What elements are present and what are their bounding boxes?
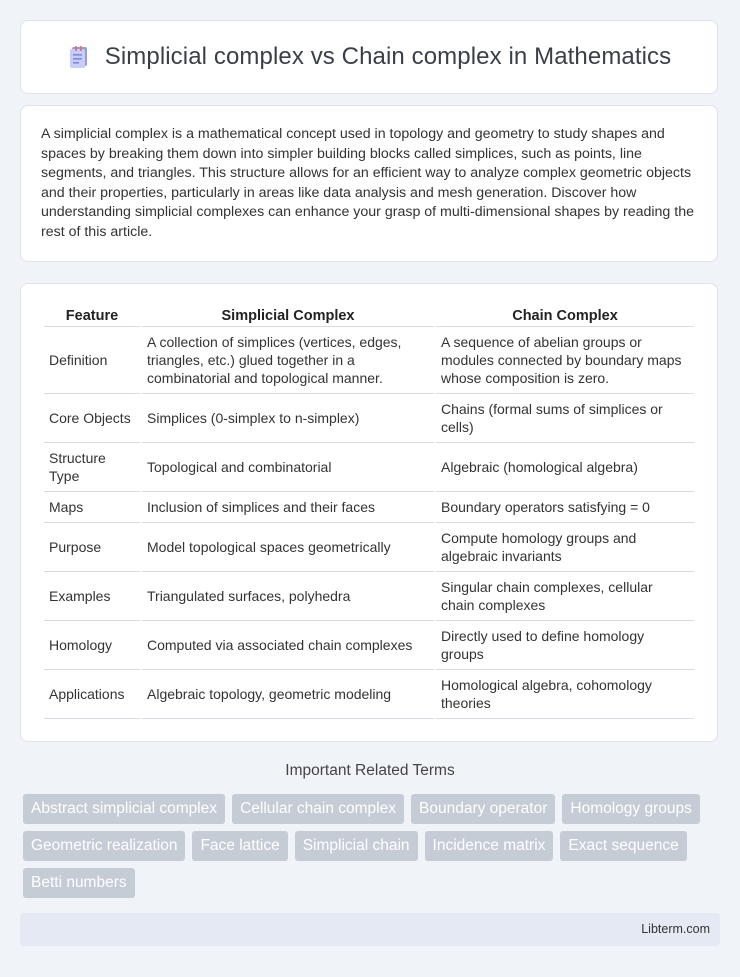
related-term-tag[interactable]: Geometric realization — [23, 831, 185, 861]
related-terms-list — [23, 794, 723, 898]
row-simplicial: Inclusion of simplices and their faces — [142, 492, 434, 523]
row-simplicial: Model topological spaces geometrically — [142, 523, 434, 572]
page-title: Simplicial complex vs Chain complex in Mathematics — [104, 43, 672, 70]
header-card — [20, 20, 718, 94]
header-chain: Chain Complex — [436, 304, 694, 327]
document-icon — [67, 45, 91, 69]
related-term-tag[interactable]: Face lattice — [192, 831, 287, 861]
row-simplicial: Topological and combinatorial — [142, 443, 434, 492]
related-term-tag[interactable]: Boundary operator — [411, 794, 555, 824]
table-row — [44, 523, 694, 572]
row-simplicial: A collection of simplices (vertices, edges, triangles, etc.) glued together in a combinatorial and topological manner. — [142, 327, 434, 394]
row-chain: Homological algebra, cohomology theories — [436, 670, 694, 719]
row-feature: Examples — [44, 572, 140, 621]
related-term-tag[interactable]: Abstract simplicial complex — [23, 794, 225, 824]
table-row — [44, 572, 694, 621]
row-chain: Compute homology groups and algebraic invariants — [436, 523, 694, 572]
row-chain: A sequence of abelian groups or modules connected by boundary maps whose composition is zero. — [436, 327, 694, 394]
related-terms-title: Important Related Terms — [285, 762, 455, 779]
footer — [20, 913, 720, 946]
row-chain: Chains (formal sums of simplices or cells) — [436, 394, 694, 443]
related-term-tag[interactable]: Betti numbers — [23, 868, 135, 898]
row-feature: Structure Type — [44, 443, 140, 492]
row-chain: Singular chain complexes, cellular chain complexes — [436, 572, 694, 621]
related-term-tag[interactable]: Exact sequence — [560, 831, 686, 861]
row-simplicial: Algebraic topology, geometric modeling — [142, 670, 434, 719]
related-term-tag[interactable]: Simplicial chain — [295, 831, 418, 861]
comparison-card — [20, 283, 718, 742]
row-simplicial: Computed via associated chain complexes — [142, 621, 434, 670]
row-chain: Directly used to define homology groups — [436, 621, 694, 670]
related-term-tag[interactable]: Homology groups — [562, 794, 699, 824]
row-simplicial: Simplices (0-simplex to n-simplex) — [142, 394, 434, 443]
header-feature: Feature — [44, 304, 140, 327]
row-simplicial: Triangulated surfaces, polyhedra — [142, 572, 434, 621]
table-header-row — [44, 304, 694, 327]
row-chain: Boundary operators satisfying = 0 — [436, 492, 694, 523]
related-term-tag[interactable]: Incidence matrix — [425, 831, 554, 861]
row-chain: Algebraic (homological algebra) — [436, 443, 694, 492]
row-feature: Core Objects — [44, 394, 140, 443]
row-feature: Applications — [44, 670, 140, 719]
header-simplicial: Simplicial Complex — [142, 304, 434, 327]
table-row — [44, 443, 694, 492]
footer-site-link[interactable]: Libterm.com — [641, 922, 710, 936]
header-inner — [67, 43, 672, 71]
intro-paragraph: A simplicial complex is a mathematical concept used in topology and geometry to study shapes and spaces by breaking them down into simpler building blocks called simplices, such as points, line segments, and triangles. This structure allows for an efficient way to analyze complex geometric objects and their properties, particularly in areas like data analysis and mesh generation. Discover how understanding simplicial complexes can enhance your grasp of multi-dimensional shapes by reading the rest of this article. — [41, 126, 694, 240]
related-term-tag[interactable]: Cellular chain complex — [232, 794, 404, 824]
row-feature: Purpose — [44, 523, 140, 572]
row-feature: Homology — [44, 621, 140, 670]
table-row — [44, 492, 694, 523]
comparison-table — [42, 304, 696, 719]
table-row — [44, 621, 694, 670]
row-feature: Definition — [44, 327, 140, 394]
row-feature: Maps — [44, 492, 140, 523]
table-row — [44, 670, 694, 719]
table-row — [44, 327, 694, 394]
table-row — [44, 394, 694, 443]
intro-card — [20, 105, 718, 262]
